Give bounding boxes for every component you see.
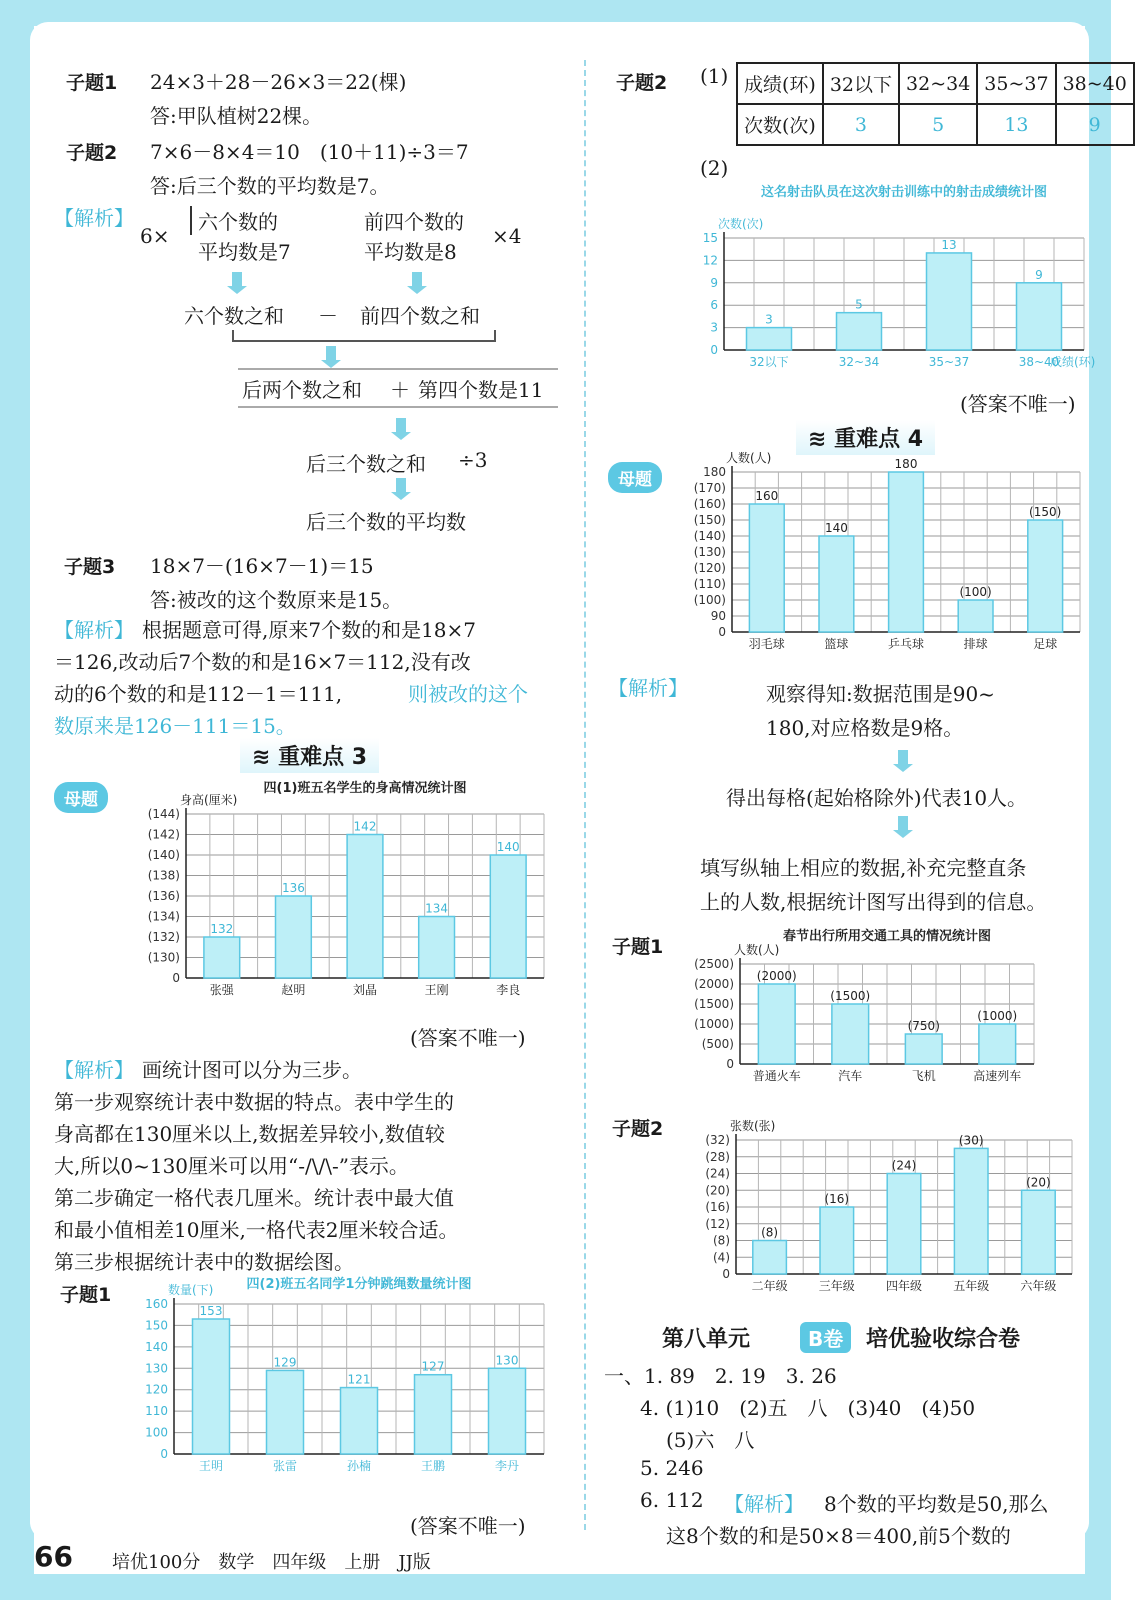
table-cell: 5 — [899, 104, 977, 145]
r-q2-label: 子题2 — [616, 72, 668, 94]
flow-arrow — [412, 272, 422, 288]
flow-b2: 平均数是8 — [364, 240, 457, 264]
q3-analysis-l2: ＝126,改动后7个数的和是16×7＝112,没有改 — [54, 650, 471, 674]
y-tick-label: 0 — [726, 1057, 734, 1071]
q3-expr: 18×7－(16×7－1)＝15 — [150, 554, 374, 578]
answer-note: (答案不唯一) — [410, 1026, 526, 1050]
bar-value-label: 160 — [755, 489, 779, 503]
x-tick-label: 王明 — [198, 1459, 224, 1473]
answers-l3: (5)六 八 — [666, 1428, 755, 1452]
q3-analysis-tag: 【解析】 — [54, 618, 134, 642]
x-tick-label: 足球 — [1033, 637, 1058, 651]
y-tick-label: 3 — [710, 320, 718, 335]
y-tick-label: (500) — [701, 1037, 734, 1051]
flow-arrow — [396, 418, 406, 434]
bar — [747, 328, 792, 350]
y-tick-label: (24) — [705, 1166, 730, 1181]
sub1-label-left: 子题1 — [60, 1284, 112, 1306]
answers-l6: 这8个数的和是50×8＝400,前5个数的 — [666, 1524, 1011, 1548]
answers-l5b: 【解析】 — [724, 1492, 804, 1516]
x-tick-label: 四年级 — [885, 1279, 923, 1293]
y-tick-label: 0 — [160, 1447, 168, 1461]
y-tick-label: 0 — [722, 1267, 730, 1281]
section-title-3: ≋ 重难点 3 — [240, 738, 379, 773]
x-tick-label: 孙楠 — [346, 1459, 372, 1473]
r-q2-part1: (1) — [700, 64, 729, 88]
y-tick-label: (160) — [693, 497, 726, 511]
bar-value-label: (24) — [891, 1158, 917, 1173]
transport-chart — [690, 926, 1090, 1106]
y-tick-label: (170) — [693, 481, 726, 495]
bar-value-label: 180 — [894, 457, 918, 471]
bar — [1028, 520, 1063, 632]
bar-value-label: 140 — [496, 840, 520, 854]
x-tick-label: 赵明 — [281, 983, 306, 997]
chart-title: 这名射击队员在这次射击训练中的射击成绩统计图 — [760, 185, 1048, 200]
x-tick-label: 羽毛球 — [748, 637, 785, 651]
analysis3-l0: 画统计图可以分为三步。 — [142, 1058, 362, 1082]
bar-value-label: (750) — [907, 1019, 940, 1033]
bar-value-label: 5 — [855, 297, 863, 312]
y-tick-label: (20) — [705, 1183, 730, 1198]
bar — [819, 536, 854, 632]
x-tick-label: 李良 — [496, 983, 521, 997]
y-axis-label: 身高(厘米) — [180, 793, 238, 807]
x-tick-label: 张雷 — [272, 1459, 298, 1473]
analysis3-l3: 大,所以0~130厘米可以用“-/\/\-”表示。 — [54, 1154, 409, 1178]
analysis3-l1: 第一步观察统计表中数据的特点。表中学生的 — [54, 1090, 454, 1114]
bar-value-label: 132 — [210, 922, 234, 936]
y-tick-label: 150 — [145, 1318, 168, 1333]
table-cell: 13 — [977, 104, 1055, 145]
sub1-label-right: 子题1 — [612, 936, 664, 958]
r-q2-part2: (2) — [700, 156, 729, 180]
answer-note-right: (答案不唯一) — [960, 392, 1076, 416]
q3-analysis-l3b: 则被改的这个 — [408, 682, 528, 706]
score-table-wrap — [736, 62, 1127, 146]
bar — [927, 253, 972, 350]
chart-title: 四(2)班五名同学1分钟跳绳数量统计图 — [246, 1277, 472, 1292]
analysis3-l4: 第二步确定一格代表几厘米。统计表中最大值 — [54, 1186, 454, 1210]
x-tick-label: 王刚 — [424, 983, 449, 997]
y-tick-label: (32) — [705, 1133, 730, 1147]
bar-value-label: (16) — [824, 1192, 850, 1206]
y-tick-label: (12) — [705, 1216, 730, 1231]
height-chart — [120, 778, 560, 1020]
tickets-chart — [690, 1112, 1090, 1302]
q3-analysis-l4: 数原来是126－111＝15。 — [54, 714, 296, 738]
bar-value-label: 142 — [353, 819, 377, 834]
y-tick-label: 90 — [710, 609, 726, 623]
bar-value-label: (8) — [761, 1225, 779, 1240]
bar — [832, 1004, 869, 1064]
q3-analysis-l3: 动的6个数的和是112－1＝111, — [54, 682, 343, 706]
flow-d2: ＋ — [390, 378, 410, 402]
flow-a2: 平均数是7 — [198, 240, 291, 264]
shooting-chart — [690, 182, 1096, 382]
answers-l5c: 8个数的平均数是50,那么 — [824, 1492, 1049, 1516]
bar — [267, 1370, 304, 1454]
table-head-cell: 成绩(环) — [737, 63, 823, 104]
bar — [1022, 1190, 1056, 1274]
analysis4-l4: 填写纵轴上相应的数据,补充完整直条 — [700, 856, 1027, 880]
q1-expr: 24×3＋28－26×3＝22(棵) — [150, 70, 407, 94]
y-tick-label: (130) — [147, 950, 180, 965]
q3-answer: 答:被改的这个数原来是15。 — [150, 588, 403, 612]
y-axis-label: 数量(下) — [168, 1283, 214, 1297]
x-tick-label: 篮球 — [824, 637, 849, 651]
flow-a1: 六个数的 — [190, 206, 278, 235]
y-tick-label: (100) — [693, 593, 726, 607]
y-tick-label: (16) — [705, 1200, 730, 1214]
bar-value-label: (20) — [1026, 1175, 1051, 1190]
unit-title: 第八单元 — [662, 1327, 751, 1352]
x-tick-label: 三年级 — [818, 1279, 855, 1293]
y-tick-label: (140) — [693, 529, 726, 543]
bar-value-label: 130 — [495, 1353, 519, 1368]
bar — [419, 917, 455, 979]
q1-label: 子题1 — [66, 72, 118, 94]
bar — [905, 1034, 942, 1064]
sports-chart — [690, 448, 1090, 668]
flow-c3: 前四个数之和 — [360, 304, 480, 328]
y-axis-label: 次数(次) — [718, 217, 764, 231]
flow-e1: 后三个数之和 — [306, 452, 426, 476]
y-tick-label: 100 — [145, 1425, 168, 1440]
bar — [204, 937, 240, 978]
answers-l1: 一、1. 89 2. 19 3. 26 — [604, 1364, 837, 1388]
bar — [1017, 283, 1062, 350]
y-tick-label: (142) — [147, 827, 180, 842]
table-head-cell: 38~40 — [1056, 63, 1134, 104]
x-tick-label: 张强 — [209, 983, 234, 997]
analysis-tag: 【解析】 — [54, 206, 134, 230]
bar — [490, 855, 526, 978]
bar-value-label: 13 — [941, 237, 957, 252]
answers-l5a: 6. 112 — [640, 1488, 704, 1512]
flow-d3: 第四个数是11 — [418, 378, 544, 402]
flow-c1: 六个数之和 — [184, 304, 284, 328]
x-tick-label: 普通火车 — [752, 1069, 801, 1083]
bar-value-label: 136 — [281, 881, 305, 895]
bar-value-label: 9 — [1035, 267, 1043, 282]
y-tick-label: (8) — [713, 1233, 730, 1248]
table-head-cell: 32~34 — [899, 63, 977, 104]
bar — [341, 1388, 378, 1454]
bar — [749, 504, 784, 632]
analysis3-l6: 第三步根据统计表中的数据绘图。 — [54, 1250, 354, 1274]
bar-value-label: 140 — [824, 521, 848, 535]
y-tick-label: 9 — [710, 275, 718, 290]
b-paper-badge: B卷 — [800, 1322, 851, 1353]
y-tick-label: 110 — [145, 1404, 168, 1419]
y-tick-label: (110) — [693, 577, 726, 591]
answers-l2: 4. (1)10 (2)五 八 (3)40 (4)50 — [640, 1396, 976, 1420]
analysis4-l2: 180,对应格数是9格。 — [766, 716, 964, 740]
rope-chart — [120, 1274, 560, 1506]
table-head-cell: 35~37 — [977, 63, 1055, 104]
unit-subtitle: 培优验收综合卷 — [866, 1327, 1021, 1352]
x-tick-label: 35~37 — [928, 355, 970, 369]
y-tick-label: (138) — [147, 868, 180, 883]
q2-expr: 7×6－8×4＝10 (10＋11)÷3＝7 — [150, 140, 469, 164]
y-axis-label: 张数(张) — [730, 1119, 776, 1133]
analysis4-l5: 上的人数,根据统计图写出得到的信息。 — [700, 890, 1047, 914]
bar — [979, 1024, 1016, 1064]
y-tick-label: 12 — [702, 253, 718, 268]
flow-mul-right: ×4 — [492, 224, 522, 248]
bar — [415, 1375, 452, 1454]
flow-e2: ÷3 — [458, 448, 488, 472]
bar-value-label: 153 — [199, 1304, 223, 1318]
y-tick-label: 0 — [172, 971, 180, 985]
table-cell: 9 — [1056, 104, 1134, 145]
x-tick-label: 32~34 — [838, 355, 880, 369]
bar — [889, 472, 924, 632]
y-tick-label: 0 — [710, 343, 718, 357]
q2-answer: 答:后三个数的平均数是7。 — [150, 174, 390, 198]
sub2-label-right: 子题2 — [612, 1118, 664, 1140]
flow-f1: 后三个数的平均数 — [306, 510, 466, 534]
y-tick-label: 130 — [145, 1361, 168, 1376]
bar-value-label: 127 — [421, 1359, 445, 1374]
flow-c2: － — [318, 304, 338, 328]
flow-bracket — [232, 330, 496, 342]
answer-note-sub1: (答案不唯一) — [410, 1514, 526, 1538]
x-tick-label: 飞机 — [911, 1069, 936, 1083]
analysis3-l5: 和最小值相差10厘米,一格代表2厘米较合适。 — [54, 1218, 459, 1242]
q3-label: 子题3 — [64, 556, 116, 578]
bar — [193, 1319, 230, 1454]
analysis4-l3: 得出每格(起始格除外)代表10人。 — [726, 786, 1028, 810]
y-tick-label: (140) — [147, 848, 180, 862]
bar-value-label: 121 — [347, 1372, 371, 1387]
book-info: 培优100分 数学 四年级 上册 JJ版 — [112, 1552, 431, 1573]
y-tick-label: (120) — [693, 561, 726, 575]
chart-title: 春节出行所用交通工具的情况统计图 — [782, 929, 992, 944]
bar-value-label: (2000) — [756, 969, 797, 983]
analysis3-l2: 身高都在130厘米以上,数据差异较小,数值较 — [54, 1122, 445, 1146]
q3-analysis-l1: 根据题意可得,原来7个数的和是18×7 — [142, 618, 477, 642]
answers-l4: 5. 246 — [640, 1456, 704, 1480]
y-tick-label: 6 — [710, 298, 718, 313]
analysis-tag-4: 【解析】 — [608, 676, 688, 700]
bar — [837, 313, 882, 350]
y-tick-label: (4) — [713, 1250, 730, 1265]
bar-value-label: (30) — [958, 1133, 984, 1148]
x-tick-label: 汽车 — [838, 1069, 863, 1083]
q1-answer: 答:甲队植树22棵。 — [150, 104, 323, 128]
x-tick-label: 二年级 — [751, 1279, 788, 1293]
table-cell: 3 — [823, 104, 899, 145]
x-tick-label: 高速列车 — [973, 1069, 1022, 1083]
y-tick-label: (134) — [147, 909, 180, 924]
bar-value-label: 134 — [425, 901, 449, 916]
y-tick-label: (136) — [147, 889, 180, 903]
chart-title: 四(1)班五名学生的身高情况统计图 — [263, 781, 467, 796]
mother-problem-badge-4: 母题 — [608, 462, 662, 493]
bar-value-label: (100) — [959, 585, 992, 599]
y-tick-label: (130) — [693, 545, 726, 559]
section-title-4: ≋ 重难点 4 — [796, 420, 935, 455]
score-table — [736, 62, 1135, 146]
y-tick-label: (28) — [705, 1149, 730, 1164]
flow-mul-left: 6× — [140, 224, 170, 248]
bar — [758, 984, 795, 1064]
flow-arrow — [898, 750, 908, 766]
y-tick-label: (150) — [693, 513, 726, 527]
bar-value-label: (1500) — [830, 989, 871, 1003]
y-axis-label: 人数(人) — [734, 943, 780, 957]
bar — [276, 896, 312, 978]
analysis-tag-3: 【解析】 — [54, 1058, 134, 1082]
bar-value-label: 3 — [765, 312, 773, 327]
analysis4-l1: 观察得知:数据范围是90~ — [766, 682, 995, 706]
bar — [753, 1241, 787, 1275]
flow-arrow — [396, 478, 406, 494]
y-tick-label: (1000) — [694, 1017, 734, 1031]
bar-value-label: (150) — [1029, 505, 1062, 519]
x-tick-label: 五年级 — [953, 1279, 990, 1293]
table-head-cell: 32以下 — [823, 63, 899, 104]
bar — [820, 1207, 854, 1274]
y-tick-label: 140 — [145, 1339, 168, 1354]
y-tick-label: (2000) — [694, 977, 734, 991]
table-cell: 次数(次) — [737, 104, 823, 145]
y-tick-label: (1500) — [694, 997, 734, 1011]
y-tick-label: 180 — [703, 465, 726, 479]
flow-arrow — [898, 816, 908, 832]
x-tick-label: 王鹏 — [420, 1459, 446, 1473]
x-tick-label: 六年级 — [1020, 1279, 1057, 1293]
x-tick-label: 乒乓球 — [887, 637, 925, 651]
bar — [887, 1174, 921, 1275]
y-axis-label: 人数(人) — [726, 451, 772, 465]
flow-d1: 后两个数之和 — [242, 378, 362, 402]
x-tick-label: 排球 — [963, 637, 988, 651]
y-tick-label: (2500) — [694, 957, 734, 971]
q2-label: 子题2 — [66, 142, 118, 164]
y-tick-label: 15 — [702, 231, 718, 245]
y-tick-label: 120 — [145, 1382, 168, 1397]
bar — [347, 835, 383, 979]
y-tick-label: 0 — [718, 625, 726, 639]
x-tick-label: 刘晶 — [352, 983, 378, 997]
y-tick-label: (132) — [147, 930, 180, 944]
y-tick-label: (144) — [147, 807, 180, 821]
bar-value-label: (1000) — [977, 1009, 1018, 1023]
x-tick-label: 李丹 — [494, 1459, 520, 1473]
mother-problem-badge: 母题 — [54, 782, 108, 813]
x-tick-label: 38~40 — [1018, 355, 1060, 369]
flow-arrow — [326, 346, 336, 362]
flow-arrow — [232, 272, 242, 288]
bar-value-label: 129 — [273, 1355, 297, 1370]
x-tick-label: 32以下 — [749, 355, 789, 369]
bar — [958, 600, 993, 632]
x-axis-label: 成绩(环) — [1050, 355, 1096, 369]
bar — [954, 1148, 988, 1274]
page-number: 66 — [34, 1540, 73, 1573]
column-divider — [584, 60, 586, 1530]
flow-b1: 前四个数的 — [364, 210, 464, 234]
y-tick-label: 160 — [145, 1297, 168, 1311]
bar — [489, 1368, 526, 1454]
